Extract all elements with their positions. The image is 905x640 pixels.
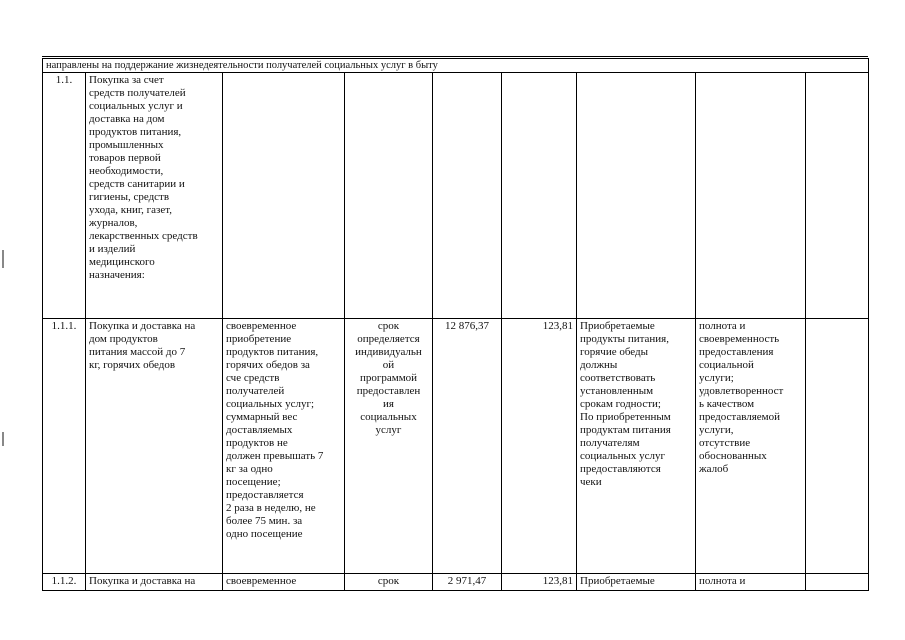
service-tariff: 2 971,47 [433, 574, 502, 591]
scan-edge-mark [2, 432, 4, 446]
service-term [345, 73, 433, 319]
service-description: своевременное [223, 574, 345, 591]
service-tariff: 12 876,37 [433, 319, 502, 574]
service-term: срок [345, 574, 433, 591]
table-row [43, 319, 869, 574]
table-row [43, 73, 869, 319]
service-extra [806, 73, 869, 319]
service-description: своевременное приобретение продуктов питания, горячих обедов за сче средств получателей социальных услуг; суммарный вес доставляемых продуктов не должен превышать 7 кг за одно посещение; предоставляется 2 раза в неделю, не более 75 мин. за одно посещение [223, 319, 345, 574]
services-table [42, 58, 869, 591]
service-description [223, 73, 345, 319]
service-name: Покупка и доставка на дом продуктов питания массой до 7 кг, горячих обедов [86, 319, 223, 574]
service-conditions: Приобретаемые [577, 574, 696, 591]
row-number: 1.1.1. [43, 319, 86, 574]
service-norm: 123,81 [502, 574, 577, 591]
service-indicators: полнота и своевременность предоставления социальной услуги; удовлетворенност ь качеством предоставляемой услуги, отсутствие обоснованных жалоб [696, 319, 806, 574]
section-header: направлены на поддержание жизнедеятельности получателей социальных услуг в быту [43, 59, 869, 73]
service-name: Покупка и доставка на [86, 574, 223, 591]
service-conditions [577, 73, 696, 319]
row-number: 1.1. [43, 73, 86, 319]
service-term: срок определяется индивидуальн ой программой предоставлен ия социальных услуг [345, 319, 433, 574]
service-name: Покупка за счет средств получателей социальных услуг и доставка на дом продуктов питания, промышленных товаров первой необходимости, средств санитарии и гигиены, средств ухода, книг, газет, журналов, лекарственных средств и изделий медицинского назначения: [86, 73, 223, 319]
service-conditions: Приобретаемые продукты питания, горячие обеды должны соответствовать установленным срокам годности; По приобретенным продуктам питания получателям социальных услуг предоставляются чеки [577, 319, 696, 574]
top-rule [42, 56, 868, 57]
service-extra [806, 574, 869, 591]
service-norm [502, 73, 577, 319]
row-number: 1.1.2. [43, 574, 86, 591]
service-indicators [696, 73, 806, 319]
service-extra [806, 319, 869, 574]
service-norm: 123,81 [502, 319, 577, 574]
section-header-row [43, 59, 869, 73]
scan-edge-mark [2, 250, 4, 268]
table-row [43, 574, 869, 591]
service-indicators: полнота и [696, 574, 806, 591]
service-tariff [433, 73, 502, 319]
